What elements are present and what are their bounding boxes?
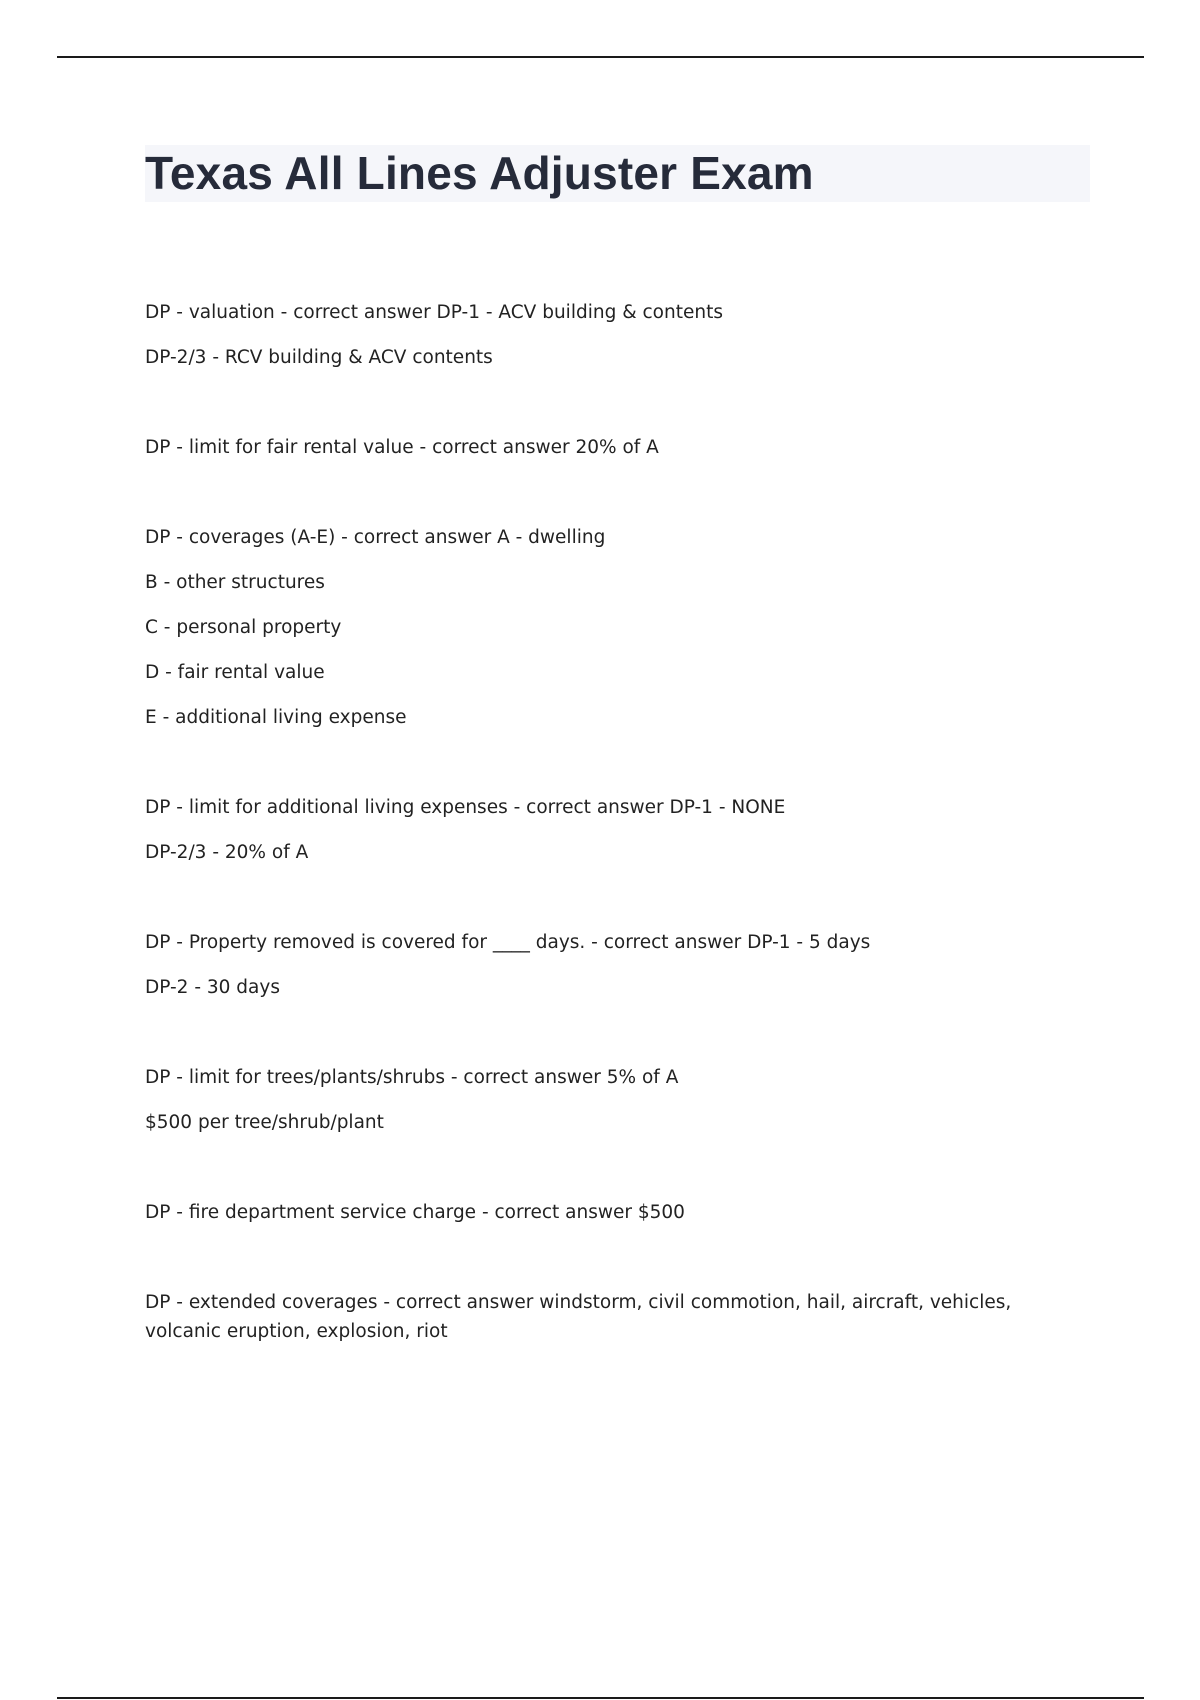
qa-line: DP - extended coverages - correct answer windstorm, civil commotion, hail, aircraft, vehicles, volcanic eruption, explosion, riot bbox=[145, 1292, 1018, 1342]
qa-item-valuation bbox=[145, 290, 1090, 380]
bottom-rule bbox=[57, 1697, 1144, 1699]
qa-line: DP - limit for trees/plants/shrubs - correct answer 5% of A bbox=[145, 1067, 679, 1088]
qa-line: DP - Property removed is covered for ____ days. - correct answer DP-1 - 5 days bbox=[145, 932, 871, 953]
page-title: Texas All Lines Adjuster Exam bbox=[145, 147, 814, 199]
qa-line: DP - limit for fair rental value - correct answer 20% of A bbox=[145, 437, 659, 458]
qa-item-ale-limit bbox=[145, 785, 1090, 875]
qa-list bbox=[145, 290, 1090, 1391]
qa-item-fire-dept-charge bbox=[145, 1190, 1090, 1235]
qa-item-property-removed bbox=[145, 920, 1090, 1010]
top-rule bbox=[57, 56, 1144, 58]
qa-item-coverages bbox=[145, 515, 1090, 740]
qa-line: DP - valuation - correct answer DP-1 - ACV building & contents bbox=[145, 302, 723, 323]
qa-item-extended-coverages bbox=[145, 1280, 1090, 1346]
qa-line: $500 per tree/shrub/plant bbox=[145, 1112, 384, 1133]
qa-line: D - fair rental value bbox=[145, 662, 325, 683]
qa-line: C - personal property bbox=[145, 617, 342, 638]
qa-line: E - additional living expense bbox=[145, 707, 407, 728]
qa-item-trees-limit bbox=[145, 1055, 1090, 1145]
qa-line: DP - fire department service charge - correct answer $500 bbox=[145, 1202, 685, 1223]
qa-line: B - other structures bbox=[145, 572, 325, 593]
qa-line: DP - coverages (A-E) - correct answer A - dwelling bbox=[145, 527, 606, 548]
qa-line: DP - limit for additional living expenses - correct answer DP-1 - NONE bbox=[145, 797, 786, 818]
qa-line: DP-2/3 - 20% of A bbox=[145, 842, 309, 863]
qa-line: DP-2 - 30 days bbox=[145, 977, 280, 998]
qa-item-fair-rental-limit bbox=[145, 425, 1090, 470]
qa-line: DP-2/3 - RCV building & ACV contents bbox=[145, 347, 493, 368]
